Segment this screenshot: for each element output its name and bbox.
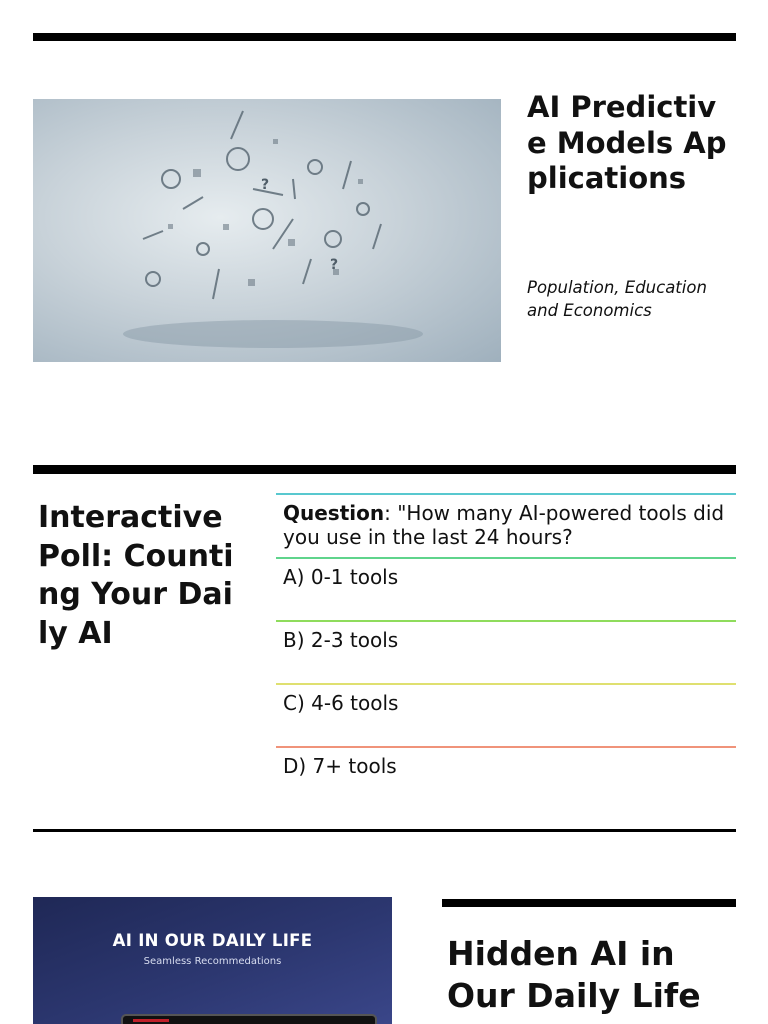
thumbnail-title: AI IN OUR DAILY LIFE	[112, 931, 313, 950]
thin-divider	[33, 829, 736, 832]
top-divider	[33, 33, 736, 41]
daily-life-thumbnail	[33, 897, 392, 1024]
slide-title-predictive-models: AI Predictive Models Applications	[527, 90, 727, 195]
poll-block	[276, 493, 736, 809]
poll-question	[276, 493, 736, 557]
section-divider	[33, 465, 736, 474]
poll-option-a[interactable]: A) 0-1 tools	[276, 557, 736, 620]
question-text: : "How many AI-powered tools did you use in the last 24 hours?	[283, 501, 725, 549]
slide-title-poll: Interactive Poll: Counting Your Daily AI	[38, 500, 234, 651]
question-label: Question	[283, 501, 385, 525]
poll-option-c[interactable]: C) 4-6 tools	[276, 683, 736, 746]
tv-screen-graphic	[121, 1014, 377, 1024]
scattered-tools-graphic	[33, 99, 501, 362]
heading-divider	[442, 899, 736, 907]
poll-option-b[interactable]: B) 2-3 tools	[276, 620, 736, 683]
svg-text:?: ?	[330, 257, 339, 273]
slide-title-hidden-ai: Hidden AI in Our Daily Life	[447, 934, 701, 1015]
svg-text:?: ?	[261, 177, 270, 193]
thumbnail-subtitle: Seamless Recommedations	[143, 956, 282, 967]
slide-subtitle: Population, Education and Economics	[527, 278, 707, 320]
floating-icons-illustration	[33, 99, 501, 362]
poll-option-d[interactable]: D) 7+ tools	[276, 746, 736, 809]
